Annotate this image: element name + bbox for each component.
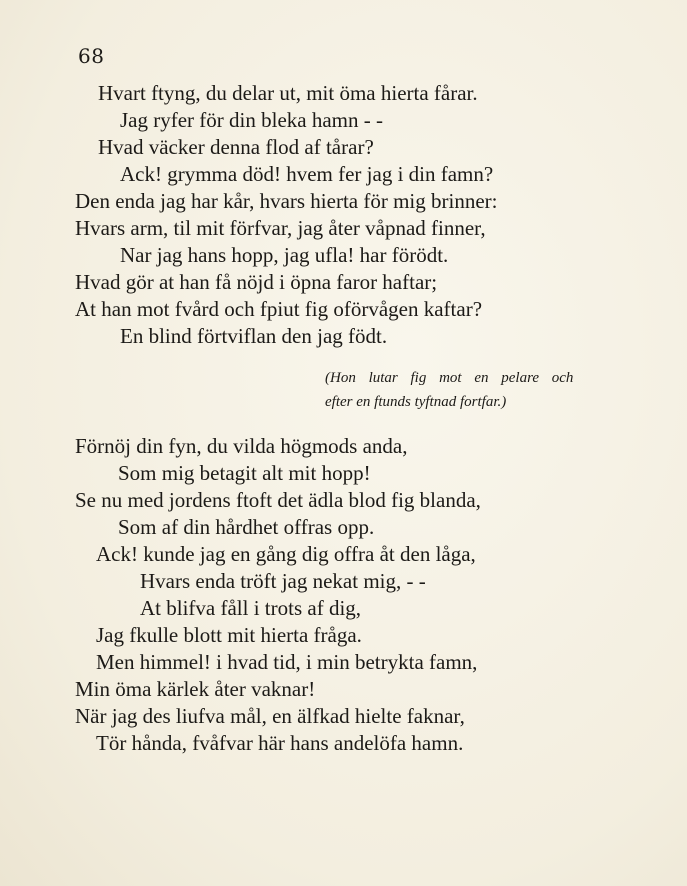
verse-line: Hvart ftyng, du delar ut, mit öma hierta fårar. [98,81,478,105]
verse-line: Förnöj din fyn, du vilda högmods anda, [75,434,408,458]
verse-line: At han mot fvård och fpiut fig oförvågen kaftar? [75,297,483,321]
stage-direction-line: efter en ftunds tyftnad fortfar.) [325,394,507,410]
verse-line: Min öma kärlek åter vaknar! [75,677,316,701]
stage-direction-line: (Hon lutar fig mot en pelare och [325,370,574,386]
verse-line: Hvad väcker denna flod af tårar? [98,135,374,159]
page-number: 68 [78,44,105,68]
verse-line: Ack! kunde jag en gång dig offra åt den låga, [96,542,476,566]
stage-direction [325,366,625,414]
verse-line: Hvars arm, til mit förfvar, jag åter våpnad finner, [75,216,486,240]
verse-line: Ack! grymma död! hvem fer jag i din famn? [120,162,494,186]
verse-line: Jag fkulle blott mit hierta fråga. [96,623,362,647]
verse-line: När jag des liufva mål, en älfkad hielte faknar, [75,704,465,728]
verse-line: Som af din hårdhet offras opp. [118,515,375,539]
verse-line: Den enda jag har kår, hvars hierta för mig brinner: [75,189,498,213]
verse-line: At blifva fåll i trots af dig, [140,596,362,620]
verse-line: Se nu med jordens ftoft det ädla blod fig blanda, [75,488,481,512]
verse-line: Jag ryfer för din bleka hamn - - [120,108,383,132]
verse-line: Hvad gör at han få nöjd i öpna faror haftar; [75,270,438,294]
verse-line: En blind förtviflan den jag födt. [120,324,388,348]
verse-line: Som mig betagit alt mit hopp! [118,461,371,485]
verse-line: Men himmel! i hvad tid, i min betrykta famn, [96,650,478,674]
verse-line: Hvars enda tröft jag nekat mig, - - [140,569,426,593]
verse-line: Nar jag hans hopp, jag ufla! har förödt. [120,243,449,267]
verse-line: Tör hånda, fvåfvar här hans andelöfa hamn. [96,731,464,755]
